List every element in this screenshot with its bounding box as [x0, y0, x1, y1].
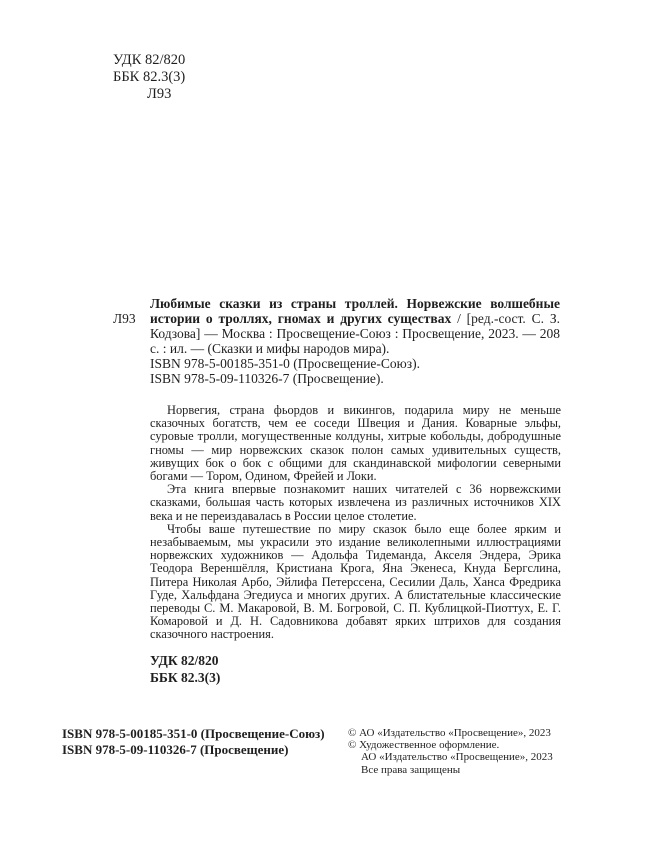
copyright-line: АО «Издательство «Просвещение», 2023: [361, 751, 553, 764]
author-sign: Л93: [147, 86, 172, 102]
top-classification-block: [113, 52, 185, 103]
bottom-classification-block: [150, 652, 561, 686]
bbk-code: ББК 82.3(3): [113, 69, 186, 85]
bbk-code: ББК 82.3(3): [150, 669, 221, 685]
isbn-line: ISBN 978-5-00185-351-0 (Просвещение-Союз).: [150, 356, 420, 371]
copyright-block: [348, 727, 553, 776]
isbn-line: ISBN 978-5-09-110326-7 (Просвещение).: [150, 371, 384, 386]
copyright-line: Все права защищены: [361, 763, 461, 776]
annotation-paragraph: Эта книга впервые познакомит наших читателей с 36 норвежскими сказками, большая часть которых извлечена из различных источников XIX века и не переиздавалась в России целое столетие.: [150, 482, 561, 523]
copyright-line: © Художественное оформление.: [348, 739, 500, 752]
imprint-details: / [ред.-сост. С. З. Кодзова] — Москва : Просвещение-Союз : Просвещение, 2023. — 208 с. : ил. — (Сказки и мифы народов мира).: [150, 311, 561, 356]
udk-code: УДК 82/820: [113, 52, 186, 68]
copyright-line: © АО «Издательство «Просвещение», 2023: [348, 727, 551, 739]
bibliographic-description: [150, 296, 560, 356]
book-title: Любимые сказки из страны троллей. Норвежские волшебные истории о троллях, гномах и других существах: [150, 296, 560, 326]
annotation-paragraph: Чтобы ваше путешествие по миру сказок было еще более ярким и незабываемым, мы украсили это издание великолепными иллюстрациями норвежских художников — Адольфа Тидеманда, Акселя Эндера, Эрика Теодора Вереншёлля, Кристиана Крога, Яна Экенеса, Кнуда Бергслина, Питера Николая Арбо, Эйлифа Петерссена, Сесилии Даль, Ханса Фредрика Гуде, Хальфдана Эгедиуса и многих других. А блистательные классические переводы С. М. Макаровой, В. М. Богровой, С. П. Кублицкой-Пиоттух, Е. Г. Комаровой и Д. Н. Садовникова добавят ярких штрихов для создания сказочного настроения.: [150, 521, 561, 642]
isbn-line: ISBN 978-5-00185-351-0 (Просвещение-Союз): [62, 726, 325, 741]
annotation-block: [150, 404, 561, 686]
annotation-paragraph: Норвегия, страна фьордов и викингов, подарила миру не меньше сказочных богатств, чем ее соседи Швеция и Дания. Коварные эльфы, суровые тролли, могущественные колдуны, хитрые кобольды, добродушные гномы — мир норвежских сказок полон самых удивительных существ, живущих бок о бок с общими для скандинавской мифологии северными богами — Тором, Одином, Фрейей и Локи.: [150, 403, 561, 484]
footer: [0, 726, 650, 816]
footer-isbn-block: [62, 726, 325, 757]
catalog-card: [113, 296, 561, 386]
catalog-author-sign: Л93: [113, 311, 136, 326]
udk-code: УДК 82/820: [150, 652, 219, 668]
isbn-line: ISBN 978-5-09-110326-7 (Просвещение): [62, 741, 289, 757]
